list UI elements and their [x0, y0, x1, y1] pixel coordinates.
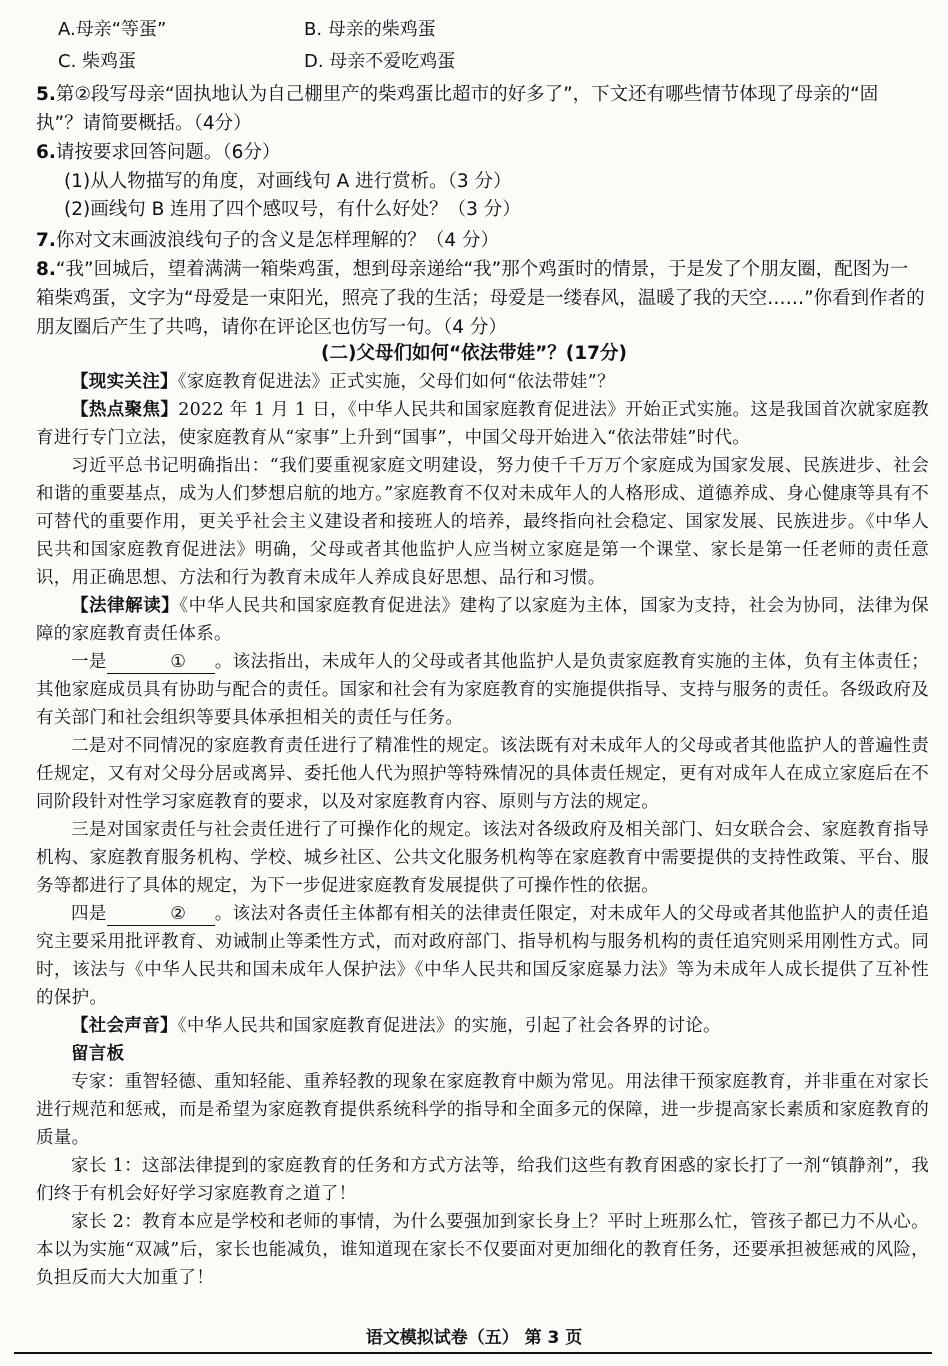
paragraph-label: 【社会声音】: [71, 1016, 178, 1036]
question-text: 你对文末画波浪线句子的含义是怎样理解的？（4 分）: [55, 230, 500, 251]
paragraph-text: 《中华人民共和国家庭教育促进法》的实施，引起了社会各界的讨论。: [177, 1016, 721, 1036]
question-text: “我”回城后，望着满满一箱柴鸡蛋，想到母亲递给“我”那个鸡蛋时的情景，于是发了个朋友圈，配图为一箱柴鸡蛋，文字为“母爱是一束阳光，照亮了我的生活；母爱是一缕春风，温暖了我的天空……”你看到作者的朋友圈后产生了共鸣，请你在评论区也仿写一句。（4 分）: [36, 259, 925, 338]
paragraph-label: 【现实关注】: [71, 372, 178, 392]
paragraph-text: 2022 年 1 月 1 日，《中华人民共和国家庭教育促进法》开始正式实施。这是我国首次就家庭教育进行专门立法，使家庭教育从“家事”上升到“国事”，中国父母开始进入“依法带娃”时代。: [36, 400, 929, 448]
question-7: [36, 226, 916, 255]
question-number: 5.: [36, 84, 56, 105]
question-number: 8.: [36, 259, 56, 280]
question-6-sub-1: (1)从人物描写的角度，对画线句 A 进行赏析。（3 分）: [64, 171, 512, 192]
option-b: B. 母亲的柴鸡蛋: [304, 19, 436, 40]
page-footer: 语文模拟试卷（五） 第 3 页: [365, 1328, 583, 1348]
option-d: D. 母亲不爱吃鸡蛋: [304, 51, 456, 72]
paragraph-social-voice: [36, 1012, 929, 1040]
paragraph-law-reading: [36, 592, 929, 648]
question-6: [36, 138, 916, 167]
paragraph-label: 【法律解读】: [71, 596, 180, 616]
blank-1: ①: [107, 651, 215, 674]
question-8: [36, 255, 926, 342]
message-board-title: 留言板: [71, 1044, 125, 1064]
paragraph-point-4: [36, 900, 929, 1012]
paragraph-text: 。该法指出，未成年人的父母或者其他监护人是负责家庭教育实施的主体，负有主体责任；其他家庭成员具有协助与配合的责任。国家和社会有为家庭教育的实施提供指导、支持与服务的责任。各级政府及有关部门和社会组织等要具体承担相关的责任与任务。: [36, 652, 929, 728]
comment-parent-2: 家长 2：教育本应是学校和老师的事情，为什么要强加到家长身上？平时上班那么忙，管孩子都已力不从心。本以为实施“双减”后，家长也能减负，谁知道现在家长不仅要面对更加细化的教育任务，还要承担被惩戒的风险，负担反而大大加重了！: [36, 1212, 929, 1288]
comment-expert: 专家：重智轻德、重知轻能、重养轻教的现象在家庭教育中颇为常见。用法律干预家庭教育，并非重在对家长进行规范和惩戒，而是希望为家庭教育提供系统科学的指导和全面多元的保障，进一步提高家长素质和家庭教育的质量。: [36, 1072, 929, 1148]
question-5: [36, 80, 916, 138]
paragraph-text: 《中华人民共和国家庭教育促进法》建构了以家庭为主体，国家为支持，社会为协同，法律为保障的家庭教育责任体系。: [36, 596, 929, 644]
question-text: 第②段写母亲“固执地认为自己棚里产的柴鸡蛋比超市的好多了”，下文还有哪些情节体现了母亲的“固执”？请简要概括。（4分）: [36, 84, 879, 134]
option-c: C. 柴鸡蛋: [58, 51, 137, 72]
point-prefix: 一是: [71, 652, 107, 672]
question-number: 7.: [36, 230, 56, 251]
footer-rule: [14, 1352, 932, 1354]
paragraph-text: 。该法对各责任主体都有相关的法律责任限定，对未成年人的父母或者其他监护人的责任追究主要采用批评教育、劝诫制止等柔性方式，而对政府部门、指导机构与服务机构的责任追究则采用刚性方式。同时，该法与《中华人民共和国未成年人保护法》《中华人民共和国反家庭暴力法》等为未成年人成长提供了互补性的保护。: [36, 904, 929, 1008]
paragraph-label: 【热点聚焦】: [71, 400, 179, 420]
section-title: (二)父母们如何“依法带娃”？(17分): [321, 343, 627, 364]
paragraph-point-1: [36, 648, 929, 732]
comment-parent-1: 家长 1：这部法律提到的家庭教育的任务和方式方法等，给我们这些有教育困惑的家长打了一剂“镇静剂”，我们终于有机会好好学习家庭教育之道了！: [36, 1156, 929, 1204]
blank-2: ②: [107, 903, 215, 926]
point-prefix: 四是: [71, 904, 107, 924]
paragraph-point-2: 二是对不同情况的家庭教育责任进行了精准性的规定。该法既有对未成年人的父母或者其他监护人的普遍性责任规定，又有对父母分居或离异、委托他人代为照护等特殊情况的具体责任规定，更有对成年人在成立家庭后在不同阶段针对性学习家庭教育的要求，以及对家庭教育内容、原则与方法的规定。: [36, 736, 929, 812]
question-text: 请按要求回答问题。（6分）: [55, 142, 281, 163]
paragraph-reality: [36, 368, 929, 396]
paragraph-point-3: 三是对国家责任与社会责任进行了可操作化的规定。该法对各级政府及相关部门、妇女联合会、家庭教育指导机构、家庭教育服务机构、学校、城乡社区、公共文化服务机构等在家庭教育中需要提供的支持性政策、平台、服务等都进行了具体的规定，为下一步促进家庭教育发展提供了可操作性的依据。: [36, 820, 929, 896]
question-6-sub-2: (2)画线句 B 连用了四个感叹号，有什么好处？（3 分）: [64, 199, 521, 220]
paragraph-xi-quote: 习近平总书记明确指出：“我们要重视家庭文明建设，努力使千千万万个家庭成为国家发展、民族进步、社会和谐的重要基点，成为人们梦想启航的地方。”家庭教育不仅对未成年人的人格形成、道德养成、身心健康等具有不可替代的重要作用，更关乎社会主义建设者和接班人的培养，最终指向社会稳定、国家发展、民族进步。《中华人民共和国家庭教育促进法》明确，父母或者其他监护人应当树立家庭是第一个课堂、家长是第一任老师的责任意识，用正确思想、方法和行为教育未成年人养成良好思想、品行和习惯。: [36, 456, 929, 588]
option-a: A.母亲“等蛋”: [58, 19, 167, 40]
article-body: [36, 368, 929, 1292]
paragraph-hotspot: [36, 396, 929, 452]
question-number: 6.: [36, 142, 56, 163]
answer-options: [58, 16, 658, 80]
paragraph-text: 《家庭教育促进法》正式实施，父母们如何“依法带娃”？: [177, 372, 615, 392]
